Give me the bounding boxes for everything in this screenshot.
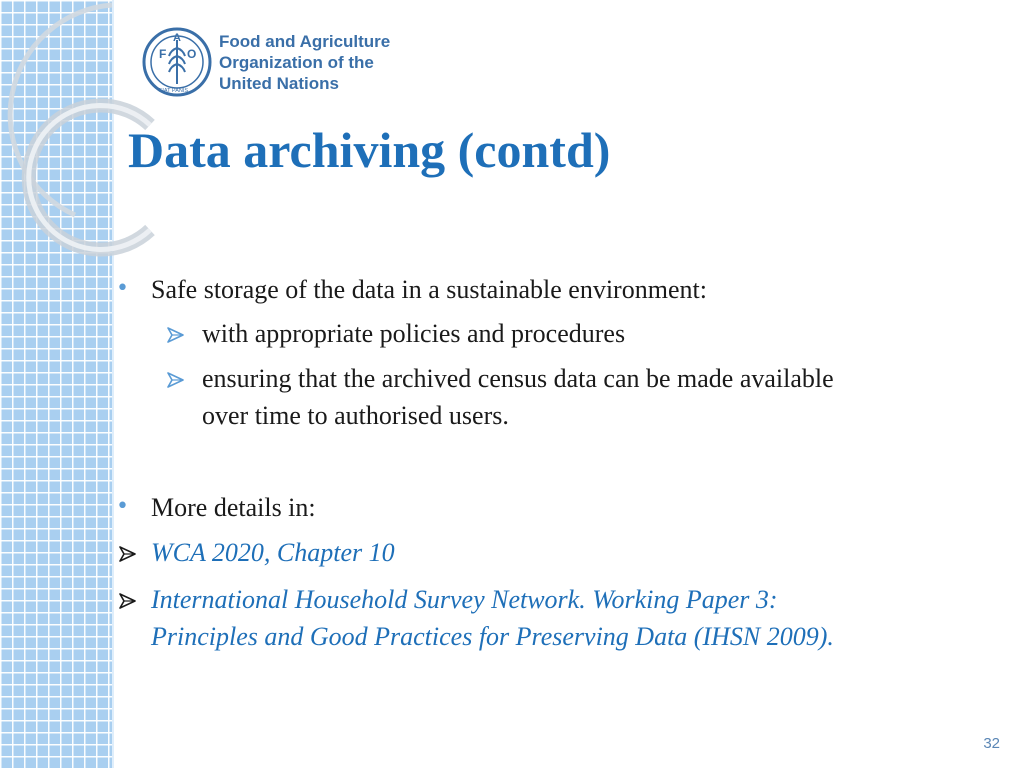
subitem-2-text-line-2: over time to authorised users. — [202, 401, 509, 430]
subitem-2-text-line-1: ensuring that the archived census data can be made available — [202, 364, 834, 393]
reference-link-wca-2020[interactable]: WCA 2020, Chapter 10 — [151, 538, 395, 567]
arrow-bullet-icon — [166, 325, 186, 345]
bullet-1-text: Safe storage of the data in a sustainable environment: — [151, 275, 707, 304]
slide-title: Data archiving (contd) — [128, 122, 611, 178]
logo-line-1: Food and Agriculture — [219, 31, 391, 51]
logo-line-3: United Nations — [219, 73, 339, 93]
subitem-1-text: with appropriate policies and procedures — [202, 319, 626, 348]
emblem-motto: FIAT PANIS — [159, 88, 189, 94]
emblem-letter-o: O — [187, 47, 197, 61]
reference-link-ihsn-line-2[interactable]: Principles and Good Practices for Preserving Data (IHSN 2009). — [151, 622, 834, 651]
bullet-2-text: More details in: — [151, 493, 316, 522]
emblem-letter-a: A — [173, 32, 181, 44]
arrow-bullet-icon — [166, 370, 186, 390]
page-number: 32 — [983, 735, 1000, 752]
bullet-icon: • — [116, 276, 129, 301]
arrow-bullet-icon — [118, 591, 138, 611]
reference-link-ihsn-line-1[interactable]: International Household Survey Network. Working Paper 3: — [151, 585, 778, 614]
logo-line-2: Organization of the — [219, 52, 374, 72]
arrow-bullet-icon — [118, 544, 138, 564]
bullet-icon: • — [116, 494, 129, 519]
emblem-letter-f: F — [159, 47, 167, 61]
